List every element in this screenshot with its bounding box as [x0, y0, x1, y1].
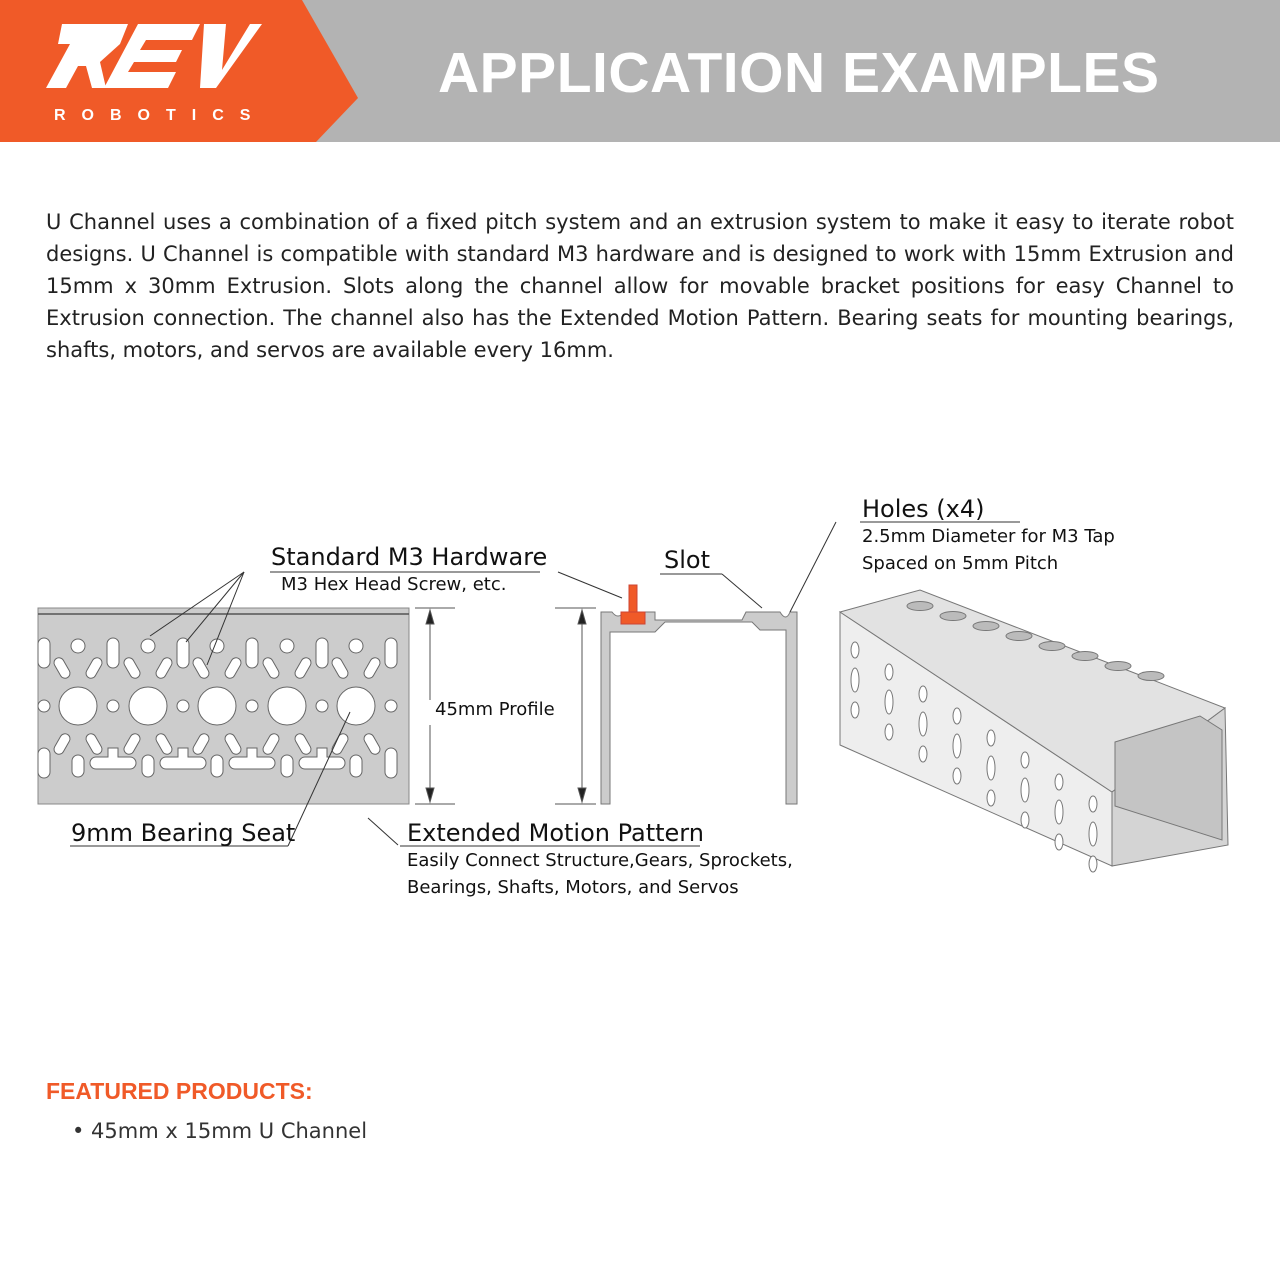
top-hole	[940, 612, 966, 621]
profile-label: 45mm Profile	[435, 699, 555, 720]
m3-hole	[349, 639, 363, 653]
small-hole	[38, 700, 50, 712]
emp-label: Extended Motion Pattern	[407, 819, 704, 847]
featured-product-link[interactable]: • 45mm x 15mm U Channel	[72, 1119, 368, 1143]
top-hole	[1072, 652, 1098, 661]
side-hole	[919, 686, 927, 702]
bearing-seat-hole	[129, 687, 167, 725]
small-hole	[316, 700, 328, 712]
side-hole	[885, 690, 893, 714]
side-hole	[1055, 774, 1063, 790]
side-hole	[919, 712, 927, 736]
emp-sublabel-2: Bearings, Shafts, Motors, and Servos	[407, 877, 739, 898]
side-hole	[885, 664, 893, 680]
side-hole	[1021, 752, 1029, 768]
top-hole	[973, 622, 999, 631]
top-hole	[1039, 642, 1065, 651]
oval-hole	[350, 755, 362, 777]
side-hole	[1021, 812, 1029, 828]
oval-hole	[142, 755, 154, 777]
side-hole	[919, 746, 927, 762]
side-hole	[1089, 856, 1097, 872]
side-hole	[1089, 796, 1097, 812]
side-hole	[987, 790, 995, 806]
slot-label: Slot	[664, 546, 710, 574]
top-hole	[907, 602, 933, 611]
vertical-slot	[38, 748, 50, 778]
intro-paragraph: U Channel uses a combination of a fixed pitch system and an extrusion system to make it easy to iterate robot designs. U Channel is compatible with standard M3 hardware and is designed to work with 15mm Extrusion and 15mm x 30mm Extrusion. Slots along the channel allow for movable bracket positions for easy Channel to Extrusion connection. The channel also has the Extended Motion Pattern. Bearing seats for mounting bearings, shafts, motors, and servos are available every 16mm.	[46, 210, 1234, 362]
bearing-seat-hole	[59, 687, 97, 725]
m3-screw-icon	[621, 585, 645, 624]
vertical-slot	[177, 638, 189, 668]
small-hole	[107, 700, 119, 712]
vertical-slot	[38, 638, 50, 668]
holes-sublabel-2: Spaced on 5mm Pitch	[862, 553, 1059, 574]
side-hole	[851, 668, 859, 692]
small-hole	[385, 700, 397, 712]
oval-hole	[281, 755, 293, 777]
profile-view	[601, 612, 797, 804]
side-hole	[1055, 834, 1063, 850]
m3-hole	[71, 639, 85, 653]
side-hole	[953, 768, 961, 784]
side-hole	[987, 730, 995, 746]
small-hole	[177, 700, 189, 712]
featured-products-heading: FEATURED PRODUCTS:	[46, 1078, 313, 1104]
side-hole	[1055, 800, 1063, 824]
vertical-slot	[107, 638, 119, 668]
emp-sublabel-1: Easily Connect Structure,Gears, Sprockets,	[407, 850, 793, 871]
top-hole	[1006, 632, 1032, 641]
vertical-slot	[385, 638, 397, 668]
top-hole	[1105, 662, 1131, 671]
side-hole	[953, 708, 961, 724]
oval-hole	[72, 755, 84, 777]
top-hole	[1138, 672, 1164, 681]
holes-label: Holes (x4)	[862, 495, 985, 523]
bearing-seat-hole	[198, 687, 236, 725]
side-hole	[885, 724, 893, 740]
side-hole	[953, 734, 961, 758]
m3-hardware-sublabel: M3 Hex Head Screw, etc.	[281, 574, 507, 595]
m3-hole	[141, 639, 155, 653]
side-hole	[1021, 778, 1029, 802]
channel-3d-view	[840, 590, 1228, 872]
m3-hardware-label: Standard M3 Hardware	[271, 543, 548, 571]
bearing-seat-label: 9mm Bearing Seat	[71, 819, 296, 847]
side-hole	[851, 702, 859, 718]
bearing-seat-hole	[268, 687, 306, 725]
m3-hole	[280, 639, 294, 653]
side-plate-view	[38, 608, 409, 804]
holes-sublabel-1: 2.5mm Diameter for M3 Tap	[862, 526, 1115, 547]
svg-text:ROBOTICS: ROBOTICS	[54, 107, 267, 124]
side-hole	[851, 642, 859, 658]
small-hole	[246, 700, 258, 712]
vertical-slot	[316, 638, 328, 668]
side-hole	[1089, 822, 1097, 846]
vertical-slot	[246, 638, 258, 668]
side-hole	[987, 756, 995, 780]
vertical-slot	[385, 748, 397, 778]
oval-hole	[211, 755, 223, 777]
bearing-seat-hole	[337, 687, 375, 725]
page-title: APPLICATION EXAMPLES	[438, 41, 1160, 105]
